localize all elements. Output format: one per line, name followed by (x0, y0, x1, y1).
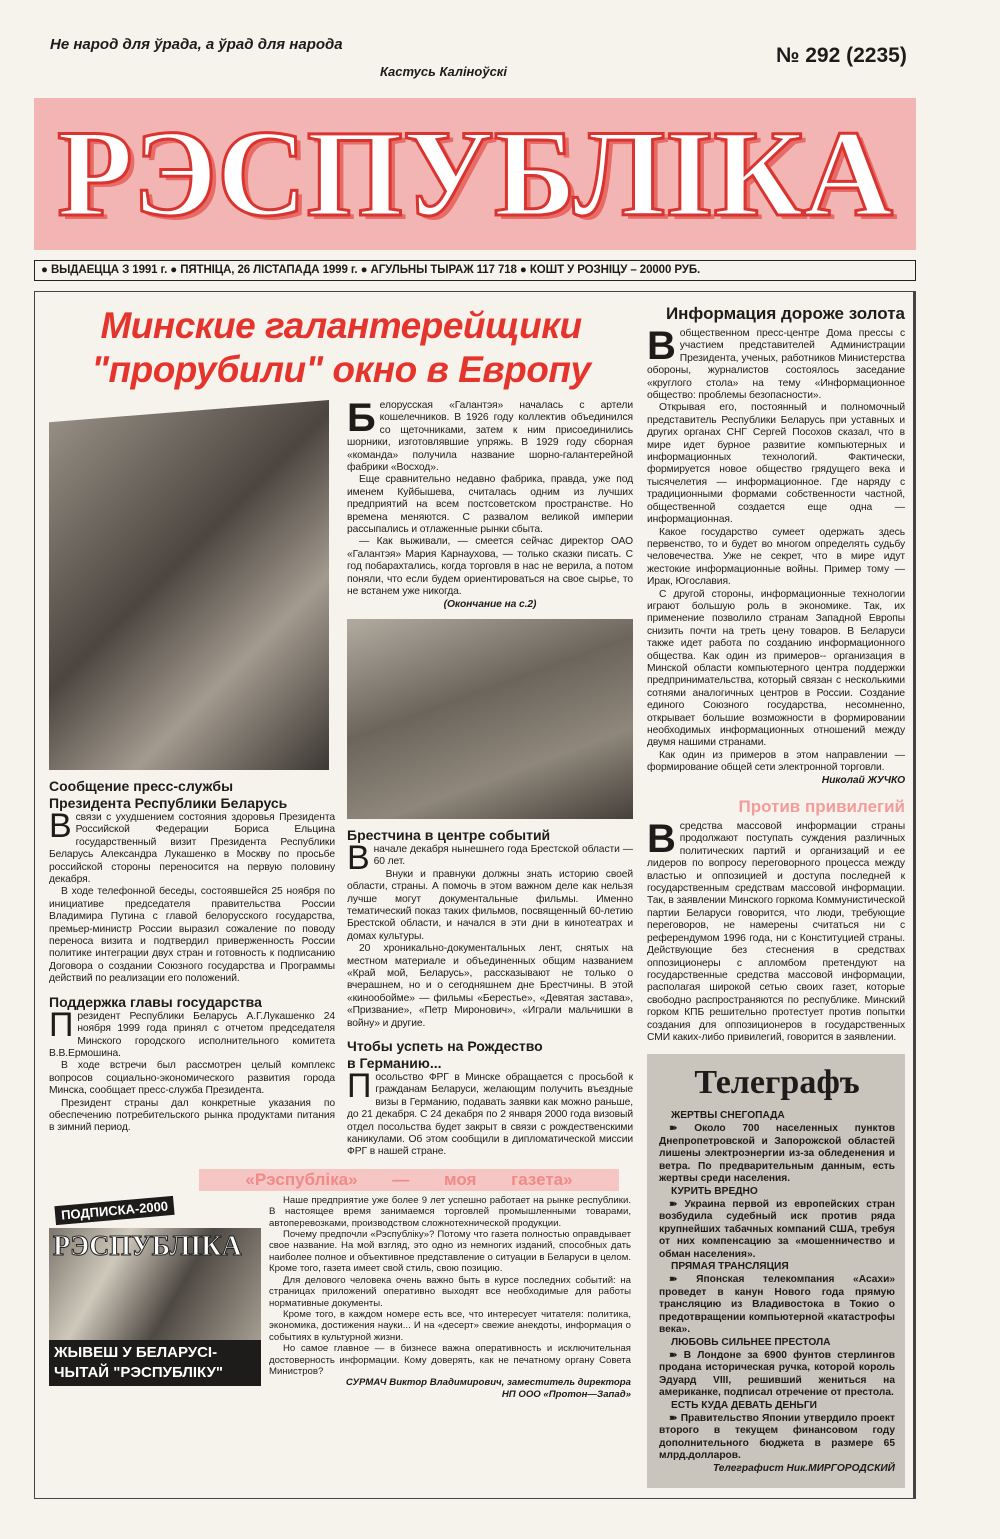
drop-cap: В (647, 817, 676, 862)
paragraph: осольство ФРГ в Минске обращается с просьбой к гражданам Беларуси, желающим получить въездные визы в Германию, подавать заявки как можно раньше, до 21 декабря. С 24 декабря по 2 января 2000 года визовый отдел посольства будет закрыт в связи с рождественскими каникулами. Об этом сообщили в дипломатической миссии ФРГ в нашей стране. (347, 1072, 633, 1158)
paragraph: С другой стороны, информационные технологии играют большую роль в экономике. Так, их применение позволило странам Западной Европы снизить почти на треть цену товаров. В Беларуси также идет работа по созданию информационного общества. Как один из примеров-- организация в Минской области компьютерного центра поддержки предпринимательства, который связан с несколькими сотнями аналогичных центров в России. Создание единого Союзного государства, несомненно, открывает большие возможности в формировании необходимых информационных отношений между двумя нашими странами. (647, 588, 905, 749)
paragraph: Кроме того, в каждом номере есть все, что интересует читателя: политика, экономика, достижения науки... И на «десерт» свежие анекдоты, информация о событиях в культурной жизни. (269, 1308, 631, 1343)
drop-cap: П (49, 1005, 74, 1044)
paragraph: начале декабря нынешнего года Брестской области — 60 лет. (373, 843, 633, 868)
signature-2: НП ООО «Протон—Запад» (501, 1388, 631, 1400)
motto: Не народ для ўрада, а ўрад для народа (50, 36, 343, 53)
telegraph-heading: ЖЕРТВЫ СНЕГОПАДА (671, 1110, 785, 1122)
subscription-photo (49, 1228, 261, 1340)
telegraph-body (659, 1110, 895, 1475)
telegraph-item: ➽ Около 700 населенных пунктов Днепропетровской и Запорожской областей лишены электроэнергии из-за обледенения и ветра. По предварительным данным, есть жертвы среди населения. (659, 1122, 895, 1185)
column-middle (347, 396, 633, 1159)
paragraph: Для делового человека очень важно быть в курсе последних событий: на страницах приложений оперативно выходят все необходимые для работы нормативные документы. (269, 1274, 631, 1309)
column-right (647, 304, 905, 1488)
subscription-band: «Рэспубліка» — моя газета» (199, 1169, 619, 1191)
signature: СУРМАЧ Виктор Владимирович, заместитель директора (345, 1377, 631, 1389)
slogan-line: ЖЫВЕШ У БЕЛАРУСІ- (54, 1343, 218, 1361)
column-left (49, 400, 335, 1159)
paragraph: Еще сравнительно недавно фабрика, правда, уже под именем Куйбышева, считалась одним из лучших предприятий на всем постсоветском пространстве. Но времена меняются. С развалом великой империи рассыпались и отлаженные рынки сбыта. (347, 474, 633, 536)
subscription-slogan (49, 1340, 261, 1386)
drop-cap: В (49, 807, 72, 845)
subscription-promo (49, 1195, 261, 1400)
paragraph: Почему предпочли «Рэспубліку»? Потому что газета полностью оправдывает свое название. На мой взгляд, это одно из немногих изданий, способных дать наиболее полное и объективное представление о ситуации в Беларуси в целом. Кроме того, газета имеет свой стиль, свою позицию. (269, 1229, 631, 1275)
subscription-tag: ПОДПИСКА-2000 (54, 1196, 174, 1225)
telegraph-item: ➽ Японская телекомпания «Асахи» проведет в канун Нового года прямую трансляцию из Владивостока в Токио о предотвращении компьютерной «катастрофы века». (659, 1274, 895, 1336)
telegraph-box (647, 1054, 905, 1487)
drop-cap: Б (347, 396, 376, 440)
continued-note: (Окончание на с.2) (443, 598, 537, 610)
telegraph-heading: ЛЮБОВЬ СИЛЬНЕЕ ПРЕСТОЛА (671, 1337, 831, 1349)
newspaper-title: РЭСПУБЛІКА (57, 105, 893, 242)
paragraph: Открывая его, постоянный и полномочный представитель Республики Беларусь при уставных и других органах СНГ Сергей Посохов сказал, что в мире идет бурное развитие компьютерных и информационных технологий. Фактически, формируется новое общество грядущего века и тысячелетия — информационное. Где наряду с традиционными формами собственности частной, общественной создается еще одна — информационная. (647, 402, 905, 526)
telegraph-heading: КУРИТЬ ВРЕДНО (671, 1185, 758, 1197)
paragraph: Наше предприятие уже более 9 лет успешно работает на рынке республики. В настоящее время занимаемся торговлей промышленными товарами, автоперевозками, производством сложнотехнической продукции. (269, 1194, 631, 1229)
telegraph-title: Телеграфъ (694, 1064, 860, 1102)
drop-cap: П (347, 1067, 372, 1105)
press-service-title: Сообщение пресс-службы (49, 778, 234, 794)
telegraph-item: ➽ Украина первой из европейских стран возбудила судебный иск против ряда крупнейших табачных компаний США, требуя от них компенсацию за «мошенничество и обман населения». (659, 1198, 895, 1260)
header-top (34, 36, 916, 98)
subscription-section (49, 1195, 633, 1400)
paragraph: В ходе телефонной беседы, состоявшейся 25 ноября по инициативе председателя правительства России Владимира Путина с главой белорусского государства, премьер-министр России выразил сожаление по поводу переноса визита и подтвердил приверженность России политике интеграции двух стран и готовность к подписанию Договора о создании Союзного государства и Программы действий по реализации его положений. (49, 886, 335, 985)
info-article-title: Информация дороже золота (665, 304, 905, 323)
paragraph: средства массовой информации страны продолжают поступать суждения различных политических партий и организаций и ее лидеров по вопросу переговорного процесса между властью и оппозицией и доступа последней к государственным средствам массовой информации. Так, в заявлении Минского горкома Коммунистической партии Беларуси говорится, что люди, требующие переговоров, не намерены считаться ни с референдумом 1996 года, ни с Конституцией страны. Действующие без стеснения в средствах оппозиционеры с апломбом претендуют на государственные средства массовой информации, располагая широкой сетью своих газет, которые свободно распространяются по республике. Минский горком КПБ решительно протестует против попытки создания для оппозиционеров в государственных СМИ каких-либо привилегий, говорится в заявлении. (647, 821, 905, 1043)
paragraph: Но самое главное — в бизнесе важна оперативность и исключительная достоверность информации. Кому доверять, как не печатному органу Совета Министров? (269, 1343, 631, 1377)
support-title: Поддержка главы государства (49, 993, 262, 1010)
telegraph-heading: ПРЯМАЯ ТРАНСЛЯЦИЯ (671, 1261, 789, 1273)
drop-cap: В (647, 324, 676, 368)
info-bar-text: ● ВЫДАЕЦЦА З 1991 г. ● ПЯТНІЦА, 26 ЛІСТАПАДА 1999 г. ● АГУЛЬНЫ ТЫРАЖ 117 718 ● КОШТ У РОЗНІЦУ – 20000 РУБ. (41, 264, 701, 276)
info-bar (34, 260, 916, 281)
telegraph-item: ➽ Правительство Японии утвердило проект второго в текущем финансовом году дополнительного бюджета в размере 65 млрд.долларов. (659, 1412, 895, 1462)
germany-title: Чтобы успеть на Рождество (347, 1038, 543, 1054)
left-block (49, 304, 633, 1488)
paragraph: елорусская «Галантэя» началась с артели кошелечников. В 1926 году коллектив объединился со щеточниками, затем к ним присоединились шорники, изготовлявшие упряжь. В 1929 году сборная «команда» получила название шорно-галантерейной фабрики «Восход». (347, 400, 633, 474)
lead-photo-factory (347, 619, 633, 819)
subscription-letter (269, 1195, 631, 1400)
germany-title-2: в Германию... (347, 1055, 442, 1071)
brest-article (347, 827, 633, 1030)
paragraph: Президент страны дал конкретные указания по обеспечению потребительского рынка продуктами питания в зимний период. (49, 1097, 335, 1134)
lead-article (347, 396, 633, 611)
telegraph-item: ➽ В Лондоне за 6900 фунтов стерлингов продана историческая ручка, которой король Эдуард VIII, решивший жениться на американке, подписал отречение от престола. (659, 1349, 895, 1399)
paragraph: Внуки и правнуки должны знать историю своей области, страны. А помочь в этом важном деле как нельзя лучше могут документальные фильмы. Именно тематический показ таких фильмов, посвященный 60-летию Брестской области, и начался в эти дни в кинотеатрах и домах культуры. (347, 868, 633, 942)
issue-number: № 292 (2235) (776, 44, 907, 67)
signature: Николай ЖУЧКО (821, 774, 905, 786)
paragraph: — Как выживали, — смеется сейчас директор ОАО «Галантэя» Мария Карнаухова, — только сказки писать. С год побарахтались, когда торговля в нас не верила, а потом поняли, что если будем ориентироваться на свое сырье, то не встанем уже никогда. (347, 536, 633, 598)
paragraph: связи с ухудшением состояния здоровья Президента Российской Федерации Бориса Ельцина государственный визит Президента Республики Беларусь Александра Лукашенко в Москву по просьбе российской стороны переносится на первую половину декабря. (49, 812, 335, 886)
info-article (647, 304, 905, 787)
privileges-article (647, 797, 905, 1044)
lead-headline: Минские галантерейщики "прорубили" окно в Европу (91, 305, 591, 390)
drop-cap: В (347, 838, 370, 877)
slogan-line: ЧЫТАЙ "РЭСПУБЛІКУ" (54, 1363, 224, 1381)
press-service-title-2: Президента Республики Беларусь (49, 795, 288, 811)
paragraph: Как один из примеров в этом направлении — формирование общей сети электронной торговли. (647, 749, 905, 774)
paragraph: 20 хроникально-документальных лент, снятых на местном материале и объединенных общим названием «Край мой, Беларусь», рассказывают не только о вчерашнем, но и о сегодняшнем дне Брестчины. В этой «кинообойме» — фильмы «Берестье», «Девятая застава», «Призвание», «Петр Миронович», «Играли мальчишки в войну» и другие. (347, 943, 633, 1029)
privileges-title: Против привилегий (738, 797, 905, 817)
press-service-article (49, 778, 335, 986)
telegraph-heading: ЕСТЬ КУДА ДЕВАТЬ ДЕНЬГИ (671, 1400, 817, 1411)
columns (49, 396, 633, 1159)
paragraph: общественном пресс-центре Дома прессы с участием представителей Администрации Президента, ученых, работников Министерства обороны, журналистов состоялось заседание «круглого стола» на тему «Информационное общество: проблемы безопасности». (647, 328, 905, 402)
masthead-band (34, 98, 916, 250)
paragraph: резидент Республики Беларусь А.Г.Лукашенко 24 ноября 1999 года принял с отчетом председателя Минского городского исполнительного комитета В.В.Ермошина. (49, 1010, 335, 1059)
telegraph-signature: Телеграфист Ник.МИРГОРОДСКИЙ (712, 1462, 895, 1474)
motto-author: Кастусь Каліноўскі (380, 64, 508, 79)
brest-title: Брестчина в центре событий (347, 826, 551, 843)
subscription-logo: РЭСПУБЛІКА (53, 1230, 242, 1262)
page-frame (34, 291, 916, 1499)
paragraph: Какое государство сумеет одержать здесь первенство, то и будет во многом определять судьбу человечества. Уже не секрет, что в мире идут жестокие информационные войны. Пример тому — Ирак, Югославия. (647, 526, 905, 588)
lead-photo-women (49, 400, 329, 770)
support-article (49, 994, 335, 1135)
paragraph: В ходе встречи был рассмотрен целый комплекс вопросов социально-экономического развития города Минска, сообщает пресс-служба Президента. (49, 1060, 335, 1097)
germany-article (347, 1038, 633, 1159)
